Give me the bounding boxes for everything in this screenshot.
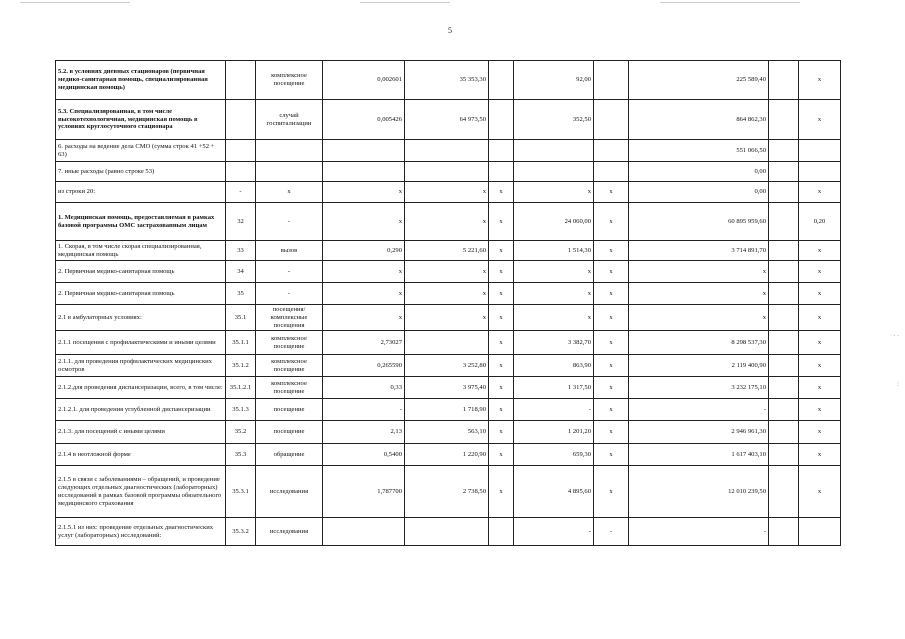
cell-total: х bbox=[629, 305, 769, 331]
cell-unit bbox=[256, 162, 323, 182]
table-row bbox=[56, 203, 841, 241]
cell-cost: 1 220,90 bbox=[405, 444, 489, 466]
table-row bbox=[56, 241, 841, 261]
cell-col8: х bbox=[594, 283, 629, 305]
table-row bbox=[56, 331, 841, 355]
cell-col6: х bbox=[489, 203, 514, 241]
cell-cost: 3 252,80 bbox=[405, 355, 489, 377]
cell-col10 bbox=[769, 241, 799, 261]
cell-col10 bbox=[769, 421, 799, 444]
cell-col10 bbox=[769, 182, 799, 203]
cell-code: 35.3.1 bbox=[226, 466, 256, 518]
cell-col10 bbox=[769, 331, 799, 355]
cell-volume: 0,002601 bbox=[323, 61, 405, 100]
cell-volume: 0,265590 bbox=[323, 355, 405, 377]
cell-name: 7. иные расходы (равно строке 53) bbox=[56, 162, 226, 182]
cell-name: 2.1.3. для посещений с иными целями bbox=[56, 421, 226, 444]
cell-col10 bbox=[769, 100, 799, 140]
cell-col10 bbox=[769, 305, 799, 331]
page-number: 5 bbox=[448, 26, 452, 35]
cell-code: 35.1 bbox=[226, 305, 256, 331]
cell-volume: 2,13 bbox=[323, 421, 405, 444]
cell-code: 35.3 bbox=[226, 444, 256, 466]
cell-volume: х bbox=[323, 283, 405, 305]
cell-volume bbox=[323, 518, 405, 546]
cell-total: 3 232 175,10 bbox=[629, 377, 769, 399]
cell-col8: х bbox=[594, 261, 629, 283]
cell-name: 1. Медицинская помощь, предоставляемая в рамках базовой программы ОМС застрахованным лицам bbox=[56, 203, 226, 241]
table-row bbox=[56, 283, 841, 305]
cell-col8: - bbox=[594, 518, 629, 546]
cell-col8: х bbox=[594, 377, 629, 399]
cell-col10 bbox=[769, 283, 799, 305]
cell-share: х bbox=[799, 444, 841, 466]
cell-unit: комплексное посещение bbox=[256, 331, 323, 355]
cell-cost: 1 718,90 bbox=[405, 399, 489, 421]
cell-col7: - bbox=[514, 518, 594, 546]
cell-share bbox=[799, 162, 841, 182]
cell-total: 0,00 bbox=[629, 162, 769, 182]
cell-code: 34 bbox=[226, 261, 256, 283]
cell-col7: 1 201,20 bbox=[514, 421, 594, 444]
cell-share: х bbox=[799, 241, 841, 261]
cell-col8 bbox=[594, 140, 629, 162]
cell-cost: 64 973,50 bbox=[405, 100, 489, 140]
cell-volume: 0,290 bbox=[323, 241, 405, 261]
cell-col7: 3 382,70 bbox=[514, 331, 594, 355]
cell-unit: х bbox=[256, 182, 323, 203]
cell-col8: х bbox=[594, 182, 629, 203]
cell-unit: посещение bbox=[256, 399, 323, 421]
cell-volume: х bbox=[323, 182, 405, 203]
cell-col8: х bbox=[594, 444, 629, 466]
cell-volume bbox=[323, 162, 405, 182]
cell-col7: х bbox=[514, 182, 594, 203]
cell-col8: х bbox=[594, 241, 629, 261]
cell-share: х bbox=[799, 182, 841, 203]
cell-total: 2 119 400,90 bbox=[629, 355, 769, 377]
cell-cost: х bbox=[405, 203, 489, 241]
cell-total: х bbox=[629, 261, 769, 283]
table-row bbox=[56, 444, 841, 466]
cell-col6: х bbox=[489, 399, 514, 421]
cell-name: 5.3. Специализированная, в том числе высокотехнологичная, медицинская помощь в условиях круглосуточного стационара bbox=[56, 100, 226, 140]
cell-volume: х bbox=[323, 305, 405, 331]
cell-code: 35.1.2 bbox=[226, 355, 256, 377]
cell-volume: 2,73027 bbox=[323, 331, 405, 355]
cell-col6 bbox=[489, 61, 514, 100]
cell-code bbox=[226, 140, 256, 162]
cell-col7: х bbox=[514, 305, 594, 331]
table-body bbox=[56, 61, 841, 546]
cell-col7: 24 060,00 bbox=[514, 203, 594, 241]
cell-unit: - bbox=[256, 261, 323, 283]
cell-cost: 35 353,30 bbox=[405, 61, 489, 100]
cell-col6 bbox=[489, 100, 514, 140]
cell-col8: х bbox=[594, 305, 629, 331]
cell-share bbox=[799, 518, 841, 546]
cell-col7 bbox=[514, 162, 594, 182]
cell-col8: х bbox=[594, 421, 629, 444]
cell-cost bbox=[405, 331, 489, 355]
cell-col10 bbox=[769, 444, 799, 466]
cell-col7: 4 895,60 bbox=[514, 466, 594, 518]
cell-unit: вызов bbox=[256, 241, 323, 261]
cell-total: 551 066,50 bbox=[629, 140, 769, 162]
cell-name: 2.1.5 в связи с заболеваниями – обращений, и проведение следующих отдельных диагностических (лабораторных) исследований в рамках базовой программы обязательного медицинского страхования bbox=[56, 466, 226, 518]
cell-col10 bbox=[769, 140, 799, 162]
cell-name: 2.1.1 посещения с профилактическими и иными целями bbox=[56, 331, 226, 355]
cell-share: х bbox=[799, 399, 841, 421]
cell-share bbox=[799, 140, 841, 162]
cell-col6: х bbox=[489, 377, 514, 399]
cell-col7: 1 317,50 bbox=[514, 377, 594, 399]
cell-unit: посещения/комплексные посещения bbox=[256, 305, 323, 331]
cell-code: - bbox=[226, 182, 256, 203]
cell-volume: 1,787700 bbox=[323, 466, 405, 518]
cell-col6: х bbox=[489, 241, 514, 261]
cell-total: 225 589,40 bbox=[629, 61, 769, 100]
cell-col6: х bbox=[489, 283, 514, 305]
table-row bbox=[56, 305, 841, 331]
cell-total: 60 895 959,60 bbox=[629, 203, 769, 241]
table-row bbox=[56, 466, 841, 518]
cell-col6: х bbox=[489, 331, 514, 355]
cell-name: 2.1.4 в неотложной форме bbox=[56, 444, 226, 466]
cell-col8: х bbox=[594, 355, 629, 377]
table-row bbox=[56, 261, 841, 283]
table-row bbox=[56, 399, 841, 421]
cell-cost: х bbox=[405, 261, 489, 283]
cell-col10 bbox=[769, 466, 799, 518]
table-row bbox=[56, 421, 841, 444]
cell-volume: х bbox=[323, 261, 405, 283]
cell-code: 33 bbox=[226, 241, 256, 261]
cell-col10 bbox=[769, 518, 799, 546]
cell-col10 bbox=[769, 377, 799, 399]
cell-share: х bbox=[799, 261, 841, 283]
cell-name: 2.1.5.1 из них: проведение отдельных диагностических услуг (лабораторных) исследований: bbox=[56, 518, 226, 546]
cell-unit: комплексное посещение bbox=[256, 377, 323, 399]
cell-col6: х bbox=[489, 182, 514, 203]
cell-name: 5.2. в условиях дневных стационаров (первичная медико-санитарная помощь, специализированная медицинская помощь) bbox=[56, 61, 226, 100]
cell-col8 bbox=[594, 162, 629, 182]
cell-cost bbox=[405, 140, 489, 162]
cell-col8 bbox=[594, 100, 629, 140]
cell-col8: х bbox=[594, 203, 629, 241]
cell-name: 2.1.1. для проведения профилактических медицинских осмотров bbox=[56, 355, 226, 377]
cell-total: 3 714 891,70 bbox=[629, 241, 769, 261]
cell-col6: х bbox=[489, 421, 514, 444]
cell-cost: х bbox=[405, 283, 489, 305]
cell-cost: 563,10 bbox=[405, 421, 489, 444]
cell-code: 32 bbox=[226, 203, 256, 241]
cell-unit: исследования bbox=[256, 518, 323, 546]
table-row bbox=[56, 140, 841, 162]
cell-col10 bbox=[769, 203, 799, 241]
cell-col6: х bbox=[489, 355, 514, 377]
table-row bbox=[56, 182, 841, 203]
cell-code: 35.1.1 bbox=[226, 331, 256, 355]
cell-col8: х bbox=[594, 399, 629, 421]
cell-total: 864 862,30 bbox=[629, 100, 769, 140]
cell-cost bbox=[405, 162, 489, 182]
cell-code: 35.1.2.1 bbox=[226, 377, 256, 399]
cell-total: 2 946 961,30 bbox=[629, 421, 769, 444]
cell-col6: х bbox=[489, 305, 514, 331]
cell-code bbox=[226, 61, 256, 100]
cell-col7: 659,30 bbox=[514, 444, 594, 466]
cell-col10 bbox=[769, 261, 799, 283]
cell-total: - bbox=[629, 518, 769, 546]
cell-unit: - bbox=[256, 203, 323, 241]
cell-col6: х bbox=[489, 261, 514, 283]
cell-name: 2.1.2.для проведения диспансеризации, всего, в том числе: bbox=[56, 377, 226, 399]
cell-col7: 863,90 bbox=[514, 355, 594, 377]
table-row bbox=[56, 377, 841, 399]
table-row bbox=[56, 518, 841, 546]
cell-share: х bbox=[799, 305, 841, 331]
cell-col8 bbox=[594, 61, 629, 100]
cell-col6 bbox=[489, 162, 514, 182]
cell-code: 35.1.3 bbox=[226, 399, 256, 421]
cell-col7: 92,00 bbox=[514, 61, 594, 100]
table-row bbox=[56, 100, 841, 140]
cell-share: х bbox=[799, 355, 841, 377]
cell-unit bbox=[256, 140, 323, 162]
cell-cost: х bbox=[405, 182, 489, 203]
cell-volume: 0,005426 bbox=[323, 100, 405, 140]
cell-col7: 1 514,30 bbox=[514, 241, 594, 261]
cell-col10 bbox=[769, 355, 799, 377]
cell-code: 35.2 bbox=[226, 421, 256, 444]
cell-col7: 352,50 bbox=[514, 100, 594, 140]
cell-code bbox=[226, 162, 256, 182]
cell-name: 1. Скорая, в том числе скорая специализированная, медицинская помощь bbox=[56, 241, 226, 261]
cell-unit: комплексное посещение bbox=[256, 355, 323, 377]
cell-col7: х bbox=[514, 261, 594, 283]
cell-name: из строки 20: bbox=[56, 182, 226, 203]
cell-volume: - bbox=[323, 399, 405, 421]
table-row bbox=[56, 355, 841, 377]
cell-unit: комплексное посещение bbox=[256, 61, 323, 100]
cell-cost bbox=[405, 518, 489, 546]
cell-col7: х bbox=[514, 283, 594, 305]
cell-unit: - bbox=[256, 283, 323, 305]
cell-total: - bbox=[629, 399, 769, 421]
cell-name: 2.1 в амбулаторных условиях: bbox=[56, 305, 226, 331]
cell-name: 2. Первичная медико-санитарная помощь bbox=[56, 261, 226, 283]
cell-col7 bbox=[514, 140, 594, 162]
cell-col8: х bbox=[594, 331, 629, 355]
cell-share: х bbox=[799, 283, 841, 305]
cell-col10 bbox=[769, 61, 799, 100]
cell-volume: 0,33 bbox=[323, 377, 405, 399]
cell-code: 35 bbox=[226, 283, 256, 305]
cell-volume: 0,5400 bbox=[323, 444, 405, 466]
cell-name: 2.1.2.1. для проведения углубленной диспансеризации bbox=[56, 399, 226, 421]
cell-code: 35.3.2 bbox=[226, 518, 256, 546]
cell-total: х bbox=[629, 283, 769, 305]
cell-total: 8 298 537,30 bbox=[629, 331, 769, 355]
cell-share: х bbox=[799, 377, 841, 399]
cell-col10 bbox=[769, 399, 799, 421]
cell-share: х bbox=[799, 331, 841, 355]
cell-col6 bbox=[489, 518, 514, 546]
cell-unit: случай госпитализации bbox=[256, 100, 323, 140]
cell-share: х bbox=[799, 61, 841, 100]
cell-unit: обращение bbox=[256, 444, 323, 466]
cell-total: 12 010 239,50 bbox=[629, 466, 769, 518]
cell-total: 0,00 bbox=[629, 182, 769, 203]
table-row bbox=[56, 162, 841, 182]
cell-code bbox=[226, 100, 256, 140]
cell-total: 1 617 403,10 bbox=[629, 444, 769, 466]
cell-name: 2. Первичная медико-санитарная помощь bbox=[56, 283, 226, 305]
cell-volume bbox=[323, 140, 405, 162]
cell-col6 bbox=[489, 140, 514, 162]
budget-table bbox=[55, 60, 841, 546]
cell-volume: х bbox=[323, 203, 405, 241]
cell-cost: 2 738,50 bbox=[405, 466, 489, 518]
cell-col7: - bbox=[514, 399, 594, 421]
cell-col6: х bbox=[489, 444, 514, 466]
cell-share: х bbox=[799, 100, 841, 140]
cell-cost: 5 221,60 bbox=[405, 241, 489, 261]
cell-name: 6. расходы на ведение дела СМО (сумма строк 41 +52 + 63) bbox=[56, 140, 226, 162]
cell-col8: х bbox=[594, 466, 629, 518]
cell-unit: исследования bbox=[256, 466, 323, 518]
cell-unit: посещение bbox=[256, 421, 323, 444]
cell-cost: х bbox=[405, 305, 489, 331]
cell-share: 0,20 bbox=[799, 203, 841, 241]
cell-col10 bbox=[769, 162, 799, 182]
cell-cost: 3 975,40 bbox=[405, 377, 489, 399]
cell-col6: х bbox=[489, 466, 514, 518]
cell-share: х bbox=[799, 466, 841, 518]
table-row bbox=[56, 61, 841, 100]
cell-share: х bbox=[799, 421, 841, 444]
